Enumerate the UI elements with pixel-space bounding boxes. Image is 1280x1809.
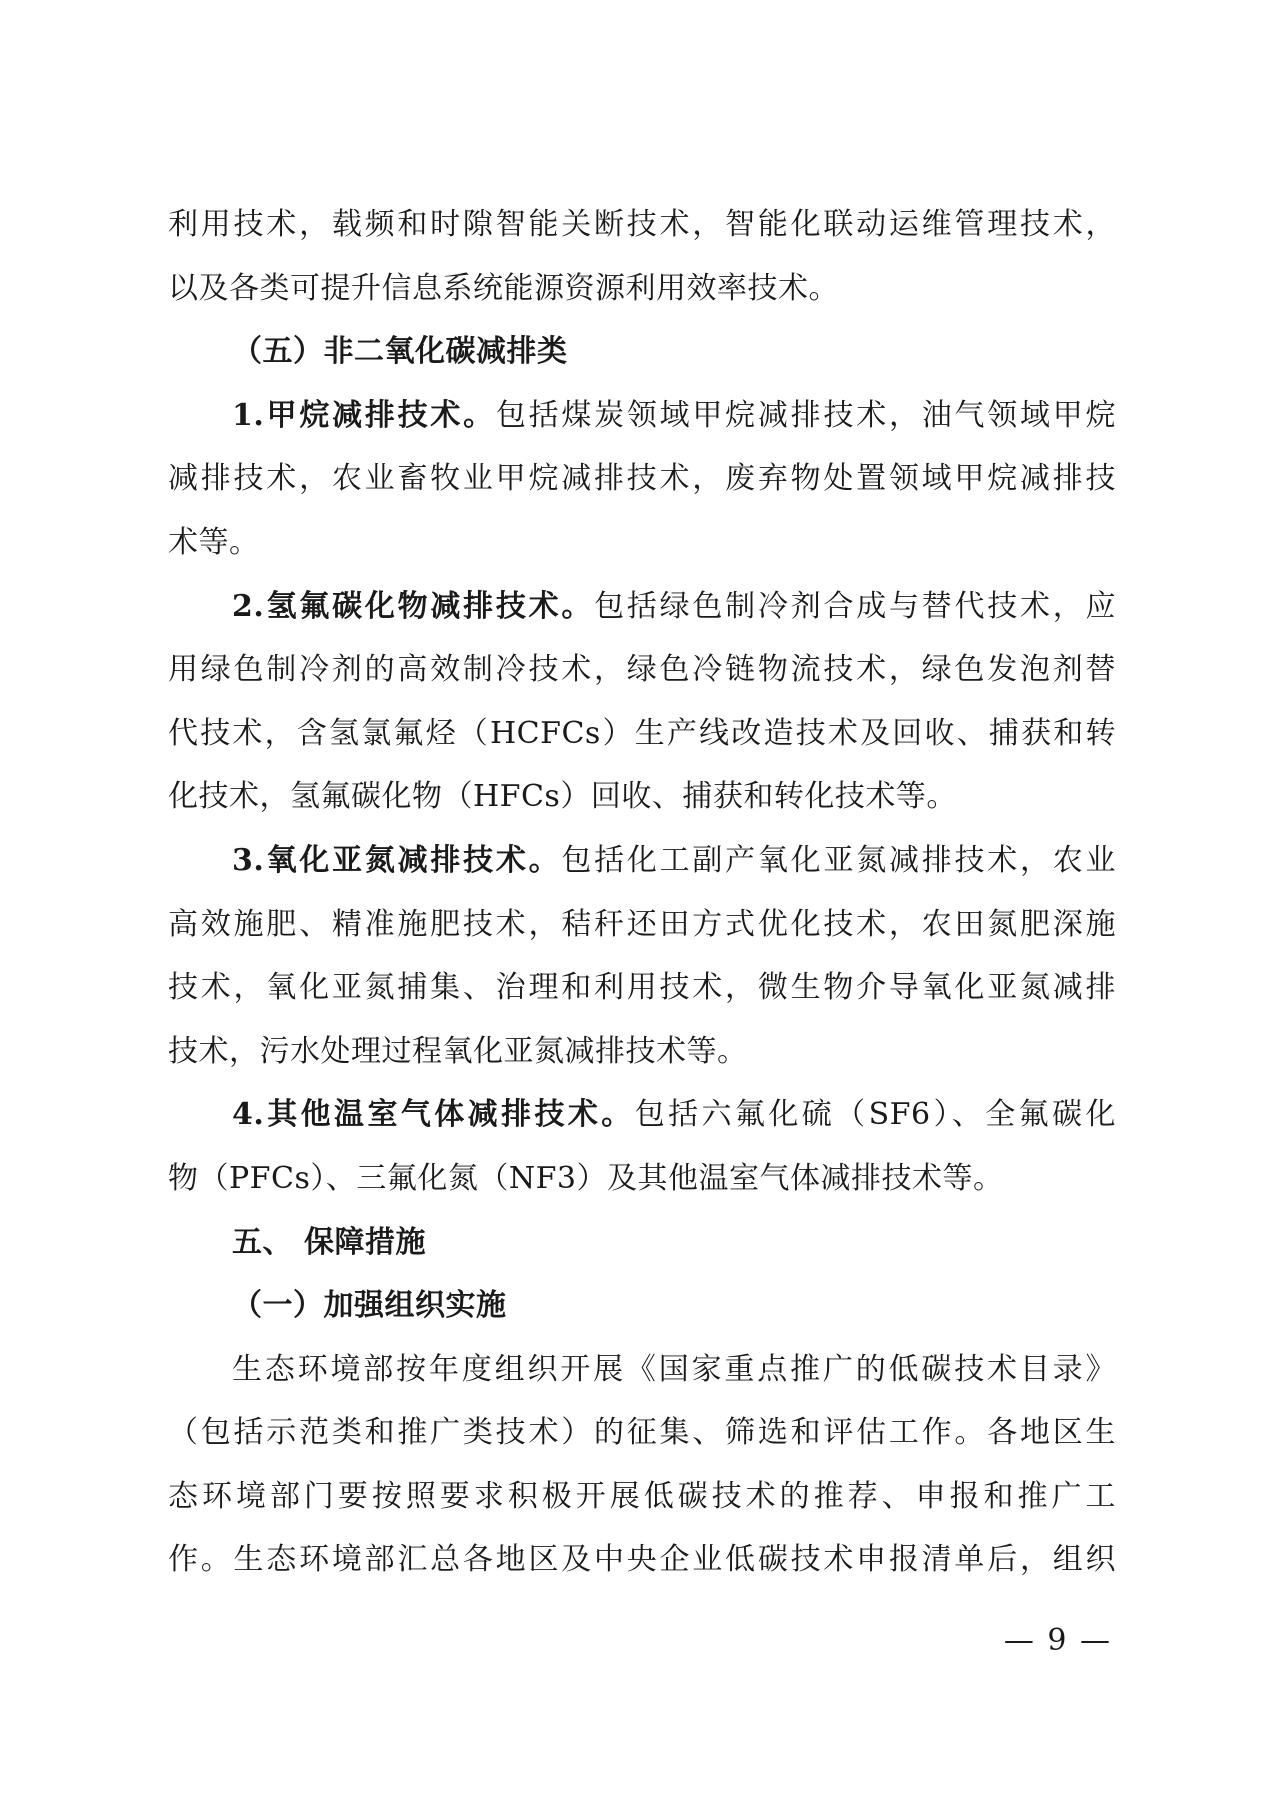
text-line: 物（PFCs）、三氟化氮（NF3）及其他温室气体减排技术等。 (168, 1160, 1004, 1196)
text-line: （包括示范类和推广类技术）的征集、筛选和评估工作。各地区生 (168, 1415, 1116, 1451)
paragraph-other-ghg (168, 1083, 1116, 1210)
text-line: 减排技术，农业畜牧业甲烷减排技术，废弃物处置领域甲烷减排技 (168, 461, 1116, 497)
item-title: 1.甲烷减排技术。 (232, 397, 496, 433)
paragraph-n2o (168, 829, 1116, 1083)
paragraph-methane (168, 384, 1116, 575)
item-title: 3.氧化亚氮减排技术。 (232, 842, 562, 878)
chapter-heading: 五、 保障措施 (232, 1224, 426, 1260)
subsection-heading: （一）加强组织实施 (232, 1288, 507, 1324)
text-line: 利用技术，载频和时隙智能关断技术，智能化联动运维管理技术， (168, 207, 1116, 242)
text-line: 生态环境部按年度组织开展《国家重点推广的低碳技术目录》 (232, 1351, 1116, 1387)
paragraph-continuation (168, 193, 1116, 320)
item-title: 2.氢氟碳化物减排技术。 (232, 588, 595, 624)
text-line: 高效施肥、精准施肥技术，秸秆还田方式优化技术，农田氮肥深施 (168, 906, 1116, 942)
text-line: 以及各类可提升信息系统能源资源利用效率技术。 (168, 270, 839, 306)
text-line: 1.甲烷减排技术。包括煤炭领域甲烷减排技术，油气领域甲烷 (232, 397, 1116, 433)
text-line: 3.氧化亚氮减排技术。包括化工副产氧化亚氮减排技术，农业 (232, 842, 1116, 878)
text-line: 技术，氧化亚氮捕集、治理和利用技术，微生物介导氧化亚氮减排 (168, 970, 1116, 1006)
page-number: — 9 — (1003, 1623, 1112, 1658)
text-line: 技术，污水处理过程氧化亚氮减排技术等。 (168, 1033, 748, 1069)
body-text (168, 193, 1116, 1592)
text-line: 4.其他温室气体减排技术。包括六氟化硫（SF6）、全氟碳化 (232, 1097, 1116, 1133)
text-line: 2.氢氟碳化物减排技术。包括绿色制冷剂合成与替代技术，应 (232, 588, 1117, 624)
text-line: 用绿色制冷剂的高效制冷技术，绿色冷链物流技术，绿色发泡剂替 (168, 652, 1116, 688)
text-line: 术等。 (168, 524, 260, 560)
text-line: 化技术，氢氟碳化物（HFCs）回收、捕获和转化技术等。 (168, 779, 957, 815)
text-line: 代技术，含氢氯氟烃（HCFCs）生产线改造技术及回收、捕获和转 (168, 715, 1116, 751)
paragraph-hfc (168, 575, 1116, 829)
section-heading: （五）非二氧化碳减排类 (232, 334, 568, 370)
paragraph-organization (168, 1338, 1116, 1592)
item-title: 4.其他温室气体减排技术。 (232, 1097, 635, 1133)
text-line: 态环境部门要按照要求积极开展低碳技术的推荐、申报和推广工 (168, 1478, 1116, 1514)
text-line: 作。生态环境部汇总各地区及中央企业低碳技术申报清单后，组织 (168, 1542, 1116, 1578)
